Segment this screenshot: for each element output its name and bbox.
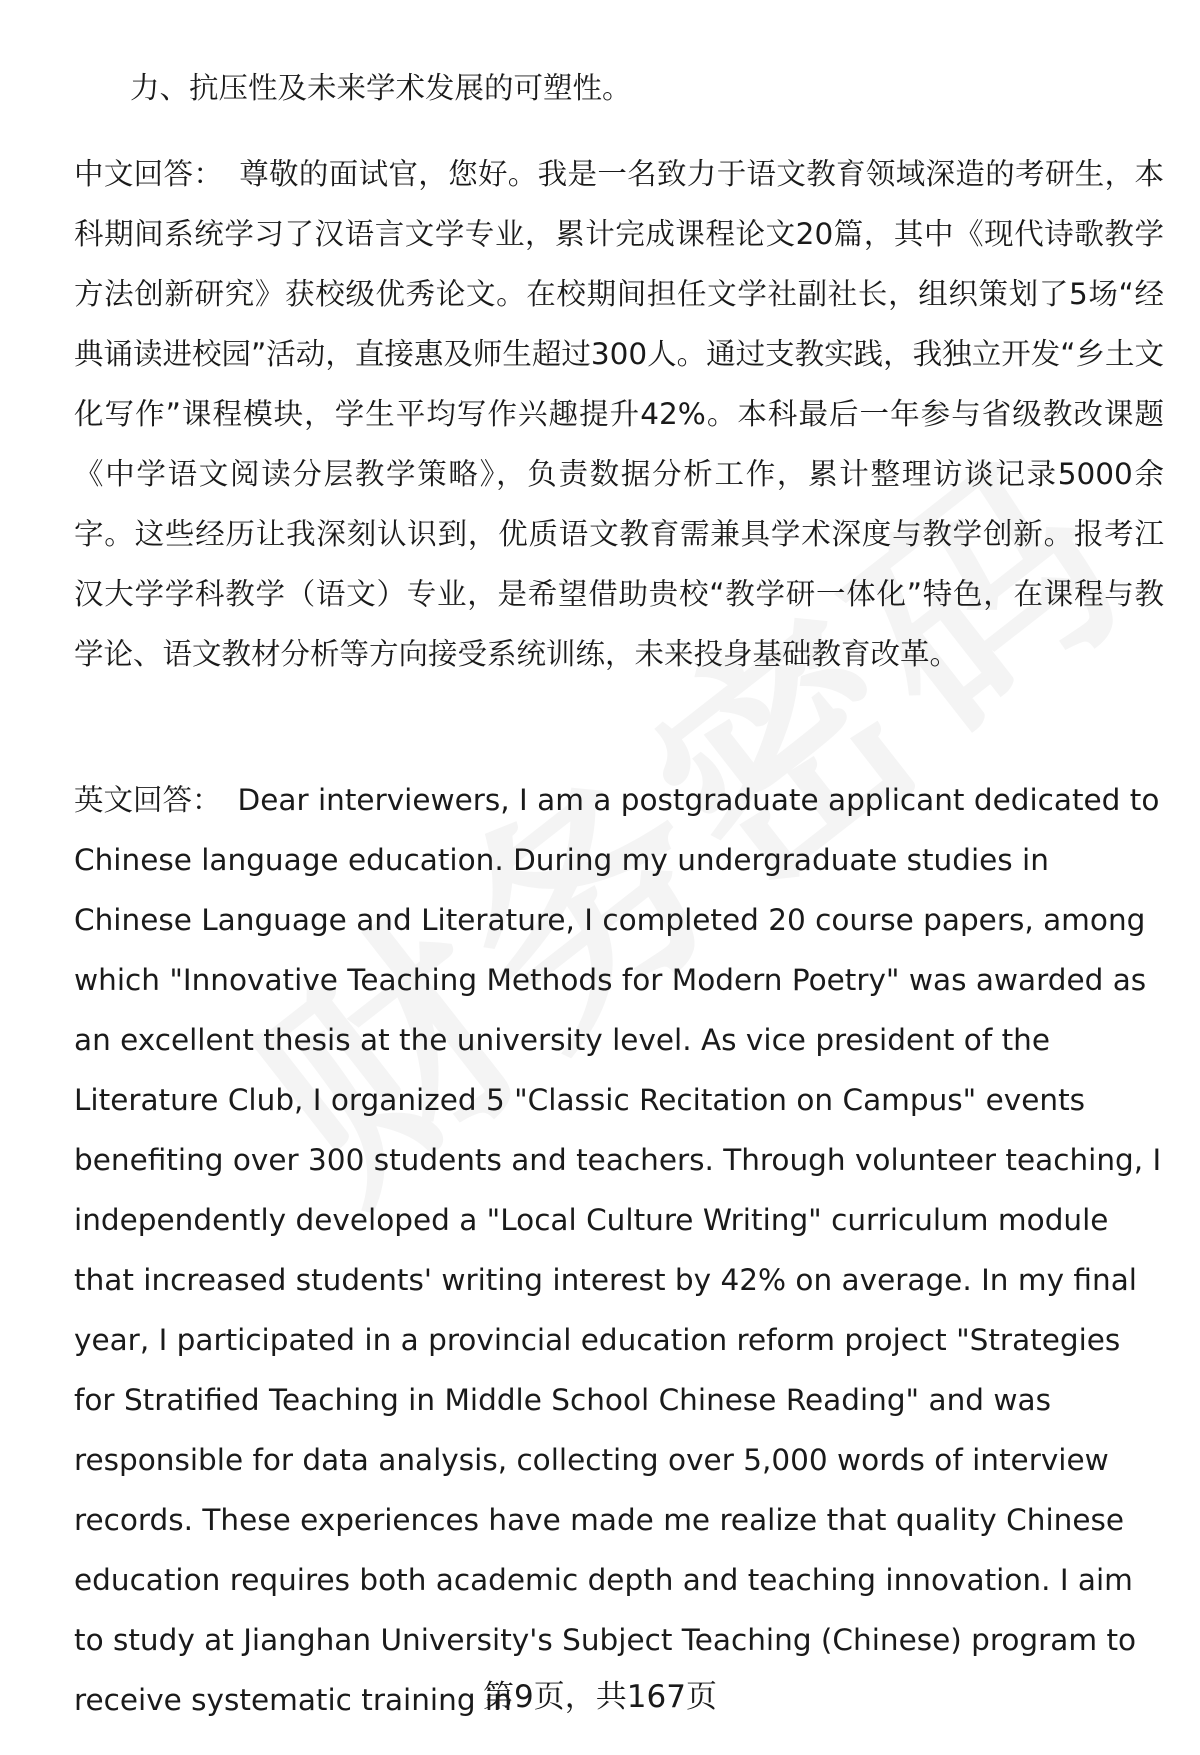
chinese-answer-paragraph bbox=[74, 144, 1164, 684]
english-answer-label: 英文回答： bbox=[74, 783, 222, 817]
english-answer-text: Dear interviewers, I am a postgraduate applicant dedicated to Chinese language education. During my undergraduate studies in Chinese Language and Literature, I completed 20 course papers, among which "Innovative Teaching Methods for Modern Poetry" was awarded as an excellent thesis at the university level. As vice president of the Literature Club, I organized 5 "Classic Recitation on Campus" events benefiting over 300 students and teachers. Through volunteer teaching, I independently developed a "Local Culture Writing" curriculum module that increased students' writing interest by 42% on average. In my final year, I participated in a provincial education reform project "Strategies for Stratified Teaching in Middle School Chinese Reading" and was responsible for data analysis, collecting over 5,000 words of interview records. These experiences have made me realize that quality Chinese education requires both academic depth and teaching innovation. I aim to study at Jianghan University's Subject Teaching (Chinese) program to receive systematic training in bbox=[74, 783, 1162, 1717]
chinese-answer-label: 中文回答： bbox=[74, 157, 224, 191]
english-answer-paragraph bbox=[74, 770, 1164, 1730]
page-footer: 第9页，共167页 bbox=[483, 1679, 717, 1715]
chinese-answer-text: 尊敬的面试官，您好。我是一名致力于语文教育领域深造的考研生，本科期间系统学习了汉语言文学专业，累计完成课程论文20篇，其中《现代诗歌教学方法创新研究》获校级优秀论文。在校期间担任文学社副社长，组织策划了5场“经典诵读进校园”活动，直接惠及师生超过300人。通过支教实践，我独立开发“乡土文化写作”课程模块，学生平均写作兴趣提升42%。本科最后一年参与省级教改课题《中学语文阅读分层教学策略》，负责数据分析工作，累计整理访谈记录5000余字。这些经历让我深刻认识到，优质语文教育需兼具学术深度与教学创新。报考江汉大学学科教学（语文）专业，是希望借助贵校“教学研一体化”特色，在课程与教学论、语文教材分析等方向接受系统训练，未来投身基础教育改革。 bbox=[74, 157, 1164, 671]
intro-line: 力、抗压性及未来学术发展的可塑性。 bbox=[130, 71, 632, 105]
